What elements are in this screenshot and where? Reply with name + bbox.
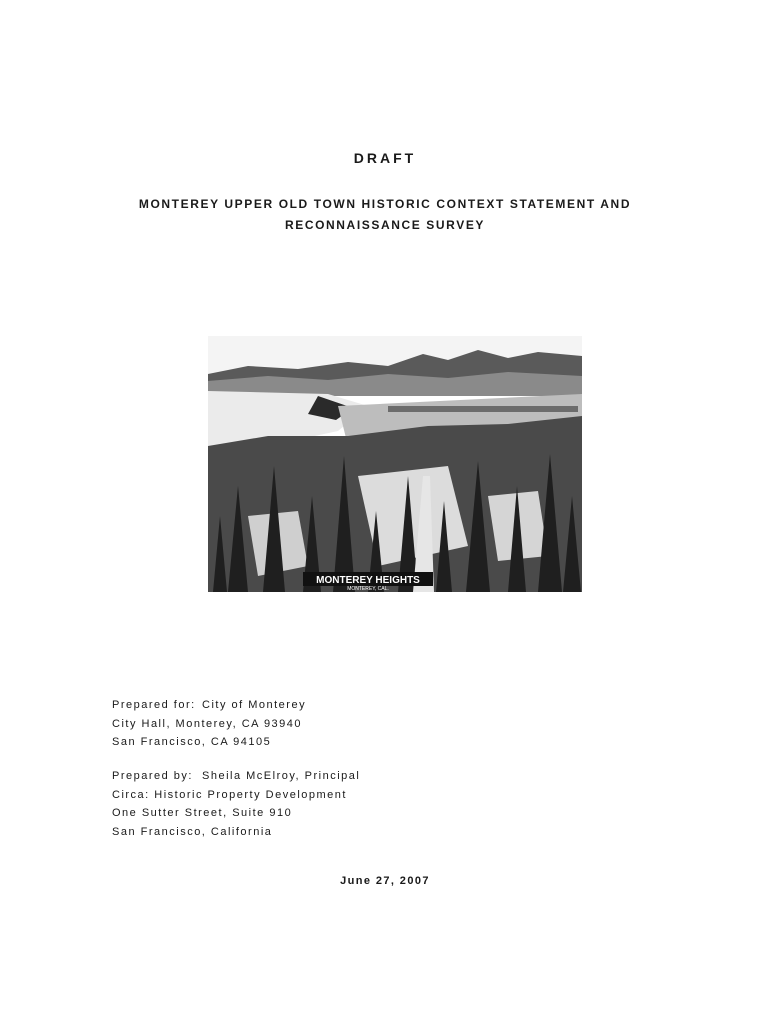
document-date: June 27, 2007 — [340, 875, 430, 887]
draft-label: DRAFT — [353, 150, 417, 166]
photo-sign-subtext: MONTEREY, CAL. — [347, 586, 389, 592]
prepared-by-line-2: Circa: Historic Property Development — [112, 788, 347, 801]
prepared-for-line-3: San Francisco, CA 94105 — [112, 736, 272, 748]
title-line-2: RECONNAISSANCE SURVEY — [284, 218, 486, 232]
prepared-by-line-3: One Sutter Street, Suite 910 — [112, 807, 293, 819]
prepared-by-name: Sheila McElroy, Principal — [202, 770, 361, 782]
monterey-heights-photo — [208, 336, 582, 592]
prepared-by-label: Prepared by: — [112, 770, 193, 782]
document-title — [120, 194, 650, 236]
prepared-for-row — [112, 696, 306, 715]
prepared-by-row — [112, 767, 360, 786]
prepared-for-label: Prepared for: — [112, 699, 196, 711]
prepared-by-block — [112, 767, 360, 841]
prepared-for-block — [112, 696, 306, 752]
cover-photo — [208, 336, 582, 592]
photo-sign-text: MONTEREY HEIGHTS — [316, 575, 420, 586]
prepared-for-name: City of Monterey — [202, 699, 307, 711]
title-line-1: MONTEREY UPPER OLD TOWN HISTORIC CONTEXT STATEMENT AND — [138, 197, 632, 211]
prepared-by-line-4: San Francisco, California — [112, 825, 273, 838]
prepared-for-line-2: City Hall, Monterey, CA 93940 — [112, 717, 303, 730]
